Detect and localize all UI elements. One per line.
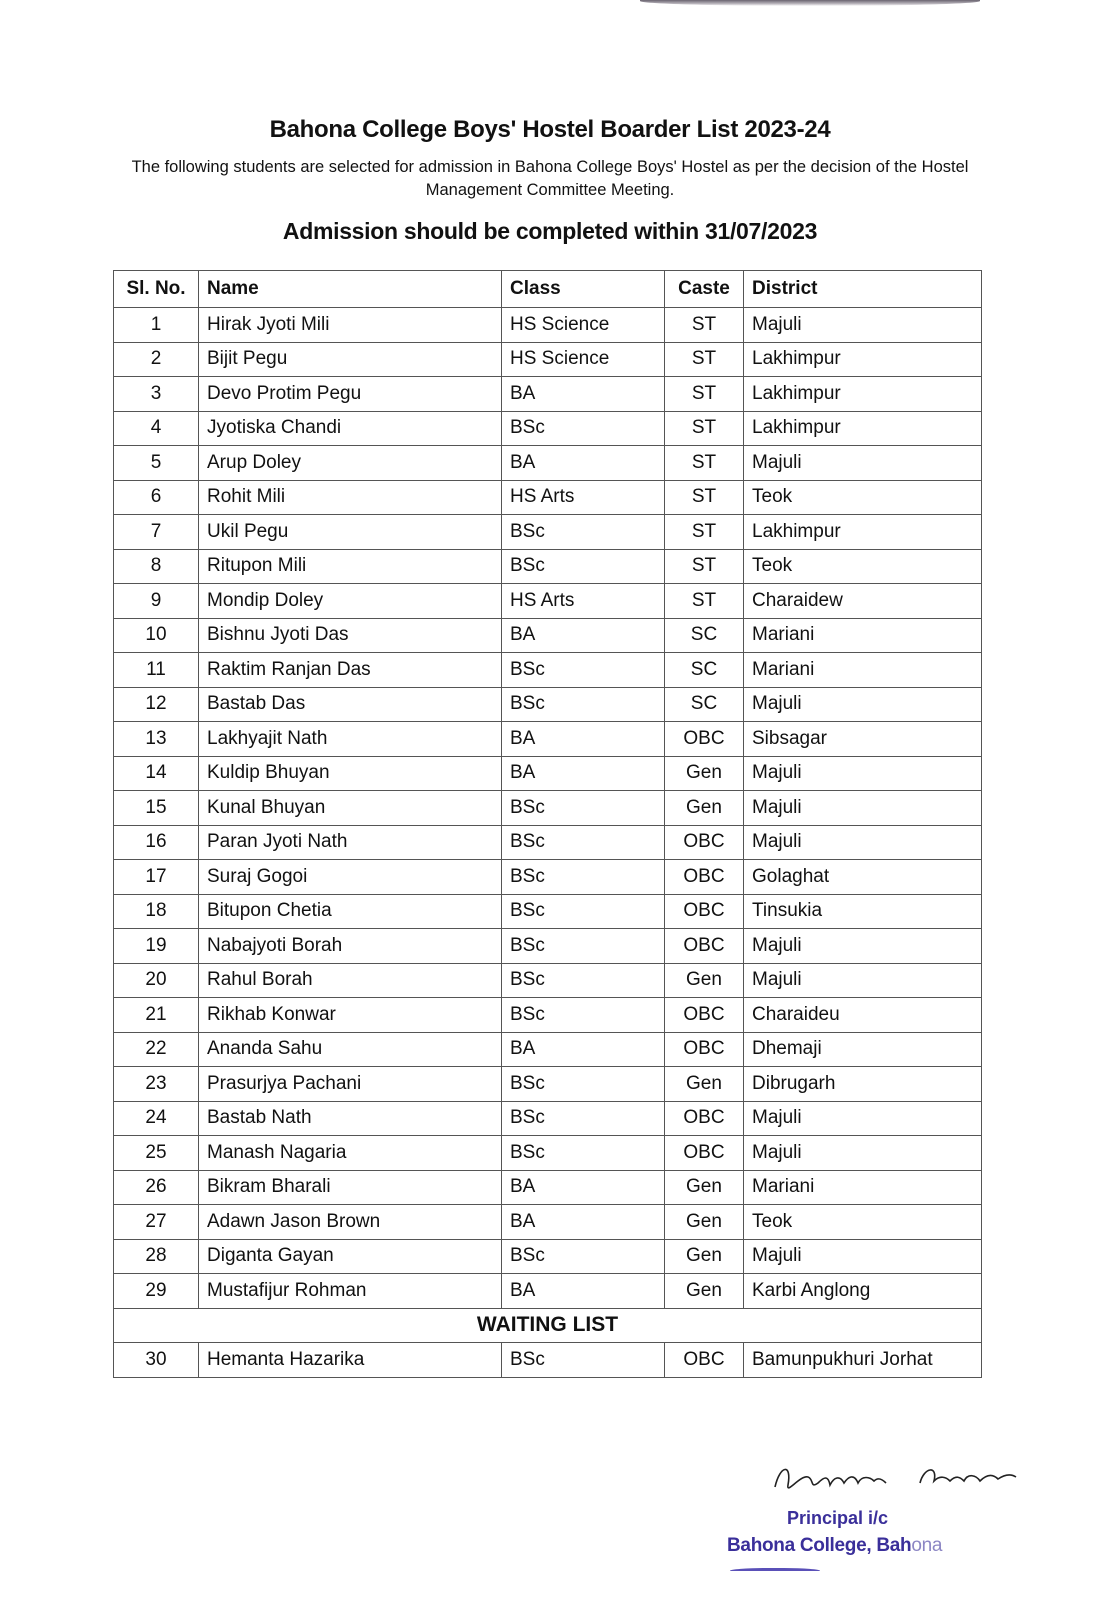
table-row (114, 377, 982, 412)
cell-sl-no: 12 (114, 687, 199, 722)
cell-class: BSc (502, 998, 665, 1033)
cell-caste: SC (665, 653, 744, 688)
cell-district: Majuli (744, 1239, 982, 1274)
cell-caste: ST (665, 584, 744, 619)
cell-district: Sibsagar (744, 722, 982, 757)
cell-district: Mariani (744, 618, 982, 653)
table-row (114, 687, 982, 722)
table-row (114, 618, 982, 653)
cell-name: Hemanta Hazarika (199, 1343, 502, 1378)
table-row (114, 1274, 982, 1309)
cell-sl-no: 19 (114, 929, 199, 964)
cell-name: Ananda Sahu (199, 1032, 502, 1067)
table-row (114, 1067, 982, 1102)
cell-district: Majuli (744, 963, 982, 998)
cell-class: BA (502, 1032, 665, 1067)
cell-class: BA (502, 618, 665, 653)
cell-caste: Gen (665, 756, 744, 791)
cell-sl-no: 26 (114, 1170, 199, 1205)
cell-sl-no: 16 (114, 825, 199, 860)
cell-district: Mariani (744, 653, 982, 688)
cell-name: Ukil Pegu (199, 515, 502, 550)
cell-class: BA (502, 446, 665, 481)
cell-caste: ST (665, 342, 744, 377)
stamp-principal-title: Principal i/c (787, 1508, 889, 1528)
table-row (114, 1032, 982, 1067)
cell-district: Teok (744, 480, 982, 515)
cell-name: Manash Nagaria (199, 1136, 502, 1171)
cell-name: Mustafijur Rohman (199, 1274, 502, 1309)
cell-class: BSc (502, 1136, 665, 1171)
cell-caste: OBC (665, 1101, 744, 1136)
cell-name: Hirak Jyoti Mili (199, 308, 502, 343)
table-row (114, 1136, 982, 1171)
table-row (114, 342, 982, 377)
cell-sl-no: 5 (114, 446, 199, 481)
cell-district: Charaideu (744, 998, 982, 1033)
cell-class: BSc (502, 1067, 665, 1102)
cell-district: Majuli (744, 446, 982, 481)
cell-name: Prasurjya Pachani (199, 1067, 502, 1102)
cell-caste: OBC (665, 1343, 744, 1378)
cell-district: Mariani (744, 1170, 982, 1205)
header-district: District (744, 271, 982, 308)
cell-caste: Gen (665, 1205, 744, 1240)
table-row (114, 1101, 982, 1136)
cell-class: BA (502, 1205, 665, 1240)
cell-name: Paran Jyoti Nath (199, 825, 502, 860)
cell-district: Tinsukia (744, 894, 982, 929)
cell-name: Rikhab Konwar (199, 998, 502, 1033)
cell-sl-no: 28 (114, 1239, 199, 1274)
waiting-list-label: WAITING LIST (114, 1308, 982, 1343)
cell-name: Kunal Bhuyan (199, 791, 502, 826)
cell-sl-no: 1 (114, 308, 199, 343)
table-row (114, 446, 982, 481)
cell-caste: OBC (665, 998, 744, 1033)
table-row (114, 1239, 982, 1274)
cell-caste: OBC (665, 825, 744, 860)
cell-caste: Gen (665, 1274, 744, 1309)
table-row (114, 894, 982, 929)
cell-name: Bikram Bharali (199, 1170, 502, 1205)
cell-caste: ST (665, 480, 744, 515)
cell-name: Jyotiska Chandi (199, 411, 502, 446)
cell-caste: OBC (665, 929, 744, 964)
cell-sl-no: 9 (114, 584, 199, 619)
table-row (114, 860, 982, 895)
cell-caste: Gen (665, 791, 744, 826)
cell-district: Karbi Anglong (744, 1274, 982, 1309)
cell-district: Teok (744, 549, 982, 584)
cell-sl-no: 30 (114, 1343, 199, 1378)
cell-name: Kuldip Bhuyan (199, 756, 502, 791)
cell-sl-no: 17 (114, 860, 199, 895)
cell-sl-no: 8 (114, 549, 199, 584)
cell-name: Rohit Mili (199, 480, 502, 515)
header-name: Name (199, 271, 502, 308)
cell-class: BA (502, 756, 665, 791)
cell-caste: Gen (665, 963, 744, 998)
cell-name: Diganta Gayan (199, 1239, 502, 1274)
table-row (114, 791, 982, 826)
cell-class: BA (502, 1274, 665, 1309)
table-row (114, 756, 982, 791)
waiting-list-section (114, 1308, 982, 1377)
table-row (114, 998, 982, 1033)
cell-district: Charaidew (744, 584, 982, 619)
cell-district: Majuli (744, 825, 982, 860)
cell-sl-no: 7 (114, 515, 199, 550)
cell-caste: OBC (665, 860, 744, 895)
cell-district: Majuli (744, 929, 982, 964)
cell-class: BSc (502, 653, 665, 688)
table-row (114, 722, 982, 757)
cell-name: Bastab Das (199, 687, 502, 722)
cell-caste: SC (665, 687, 744, 722)
cell-class: BSc (502, 515, 665, 550)
cell-sl-no: 4 (114, 411, 199, 446)
table-row (114, 1343, 982, 1378)
cell-sl-no: 3 (114, 377, 199, 412)
table-row (114, 411, 982, 446)
stamp-college-faded-text: ona (911, 1535, 943, 1556)
cell-class: BSc (502, 1343, 665, 1378)
table-row (114, 653, 982, 688)
table-row (114, 1170, 982, 1205)
cell-name: Rahul Borah (199, 963, 502, 998)
cell-caste: SC (665, 618, 744, 653)
cell-class: HS Science (502, 308, 665, 343)
header-class: Class (502, 271, 665, 308)
header-sl-no: Sl. No. (114, 271, 199, 308)
cell-class: BSc (502, 929, 665, 964)
cell-sl-no: 15 (114, 791, 199, 826)
table-row (114, 929, 982, 964)
cell-name: Adawn Jason Brown (199, 1205, 502, 1240)
boarder-table (113, 270, 982, 1378)
cell-sl-no: 29 (114, 1274, 199, 1309)
cell-class: BA (502, 1170, 665, 1205)
cell-class: BSc (502, 894, 665, 929)
cell-caste: ST (665, 549, 744, 584)
cell-name: Devo Protim Pegu (199, 377, 502, 412)
cell-district: Majuli (744, 687, 982, 722)
cell-caste: ST (665, 446, 744, 481)
cell-class: BSc (502, 1101, 665, 1136)
cell-sl-no: 14 (114, 756, 199, 791)
cell-name: Suraj Gogoi (199, 860, 502, 895)
cell-district: Majuli (744, 1101, 982, 1136)
cell-district: Golaghat (744, 860, 982, 895)
boarder-rows (114, 308, 982, 1309)
table-row (114, 825, 982, 860)
cell-class: BSc (502, 791, 665, 826)
table-row (114, 480, 982, 515)
cell-caste: OBC (665, 722, 744, 757)
scan-edge-shadow (640, 0, 980, 6)
cell-name: Bastab Nath (199, 1101, 502, 1136)
cell-name: Bishnu Jyoti Das (199, 618, 502, 653)
admission-deadline: Admission should be completed within 31/07/2023 (282, 218, 818, 244)
cell-district: Dhemaji (744, 1032, 982, 1067)
cell-name: Raktim Ranjan Das (199, 653, 502, 688)
cell-class: BSc (502, 963, 665, 998)
cell-caste: ST (665, 411, 744, 446)
cell-sl-no: 13 (114, 722, 199, 757)
cell-name: Arup Doley (199, 446, 502, 481)
table-row (114, 549, 982, 584)
cell-name: Nabajyoti Borah (199, 929, 502, 964)
cell-district: Teok (744, 1205, 982, 1240)
cell-district: Lakhimpur (744, 342, 982, 377)
cell-district: Majuli (744, 756, 982, 791)
cell-class: BSc (502, 687, 665, 722)
table-row (114, 963, 982, 998)
cell-caste: OBC (665, 1136, 744, 1171)
cell-sl-no: 21 (114, 998, 199, 1033)
cell-caste: Gen (665, 1067, 744, 1102)
cell-caste: ST (665, 377, 744, 412)
cell-district: Majuli (744, 1136, 982, 1171)
cell-sl-no: 23 (114, 1067, 199, 1102)
principal-signature (770, 1455, 1030, 1505)
cell-caste: ST (665, 308, 744, 343)
table-row (114, 584, 982, 619)
cell-district: Bamunpukhuri Jorhat (744, 1343, 982, 1378)
cell-district: Dibrugarh (744, 1067, 982, 1102)
cell-class: BSc (502, 1239, 665, 1274)
table-header-row (114, 271, 982, 308)
waiting-list-header-row (114, 1308, 982, 1343)
cell-class: BSc (502, 549, 665, 584)
cell-sl-no: 20 (114, 963, 199, 998)
cell-sl-no: 27 (114, 1205, 199, 1240)
cell-district: Majuli (744, 308, 982, 343)
cell-caste: Gen (665, 1170, 744, 1205)
cell-district: Lakhimpur (744, 377, 982, 412)
cell-sl-no: 11 (114, 653, 199, 688)
stamp-underline (730, 1568, 820, 1575)
cell-district: Lakhimpur (744, 411, 982, 446)
cell-name: Ritupon Mili (199, 549, 502, 584)
cell-sl-no: 6 (114, 480, 199, 515)
table-row (114, 515, 982, 550)
cell-caste: OBC (665, 894, 744, 929)
cell-sl-no: 10 (114, 618, 199, 653)
table-row (114, 308, 982, 343)
cell-district: Majuli (744, 791, 982, 826)
table-row (114, 1205, 982, 1240)
cell-class: HS Science (502, 342, 665, 377)
cell-name: Mondip Doley (199, 584, 502, 619)
cell-class: HS Arts (502, 480, 665, 515)
stamp-college-name (727, 1535, 942, 1557)
document-subtitle: The following students are selected for admission in Bahona College Boys' Hostel as per the decision of the Hostel Management Committee Meeting. (131, 158, 969, 199)
cell-caste: ST (665, 515, 744, 550)
cell-class: BA (502, 722, 665, 757)
cell-class: BA (502, 377, 665, 412)
header-caste: Caste (665, 271, 744, 308)
cell-name: Lakhyajit Nath (199, 722, 502, 757)
stamp-college-text: Bahona College, Bah (727, 1535, 912, 1556)
cell-sl-no: 2 (114, 342, 199, 377)
cell-class: BSc (502, 860, 665, 895)
cell-class: BSc (502, 825, 665, 860)
cell-class: BSc (502, 411, 665, 446)
cell-caste: Gen (665, 1239, 744, 1274)
cell-district: Lakhimpur (744, 515, 982, 550)
cell-sl-no: 24 (114, 1101, 199, 1136)
cell-class: HS Arts (502, 584, 665, 619)
cell-caste: OBC (665, 1032, 744, 1067)
cell-name: Bijit Pegu (199, 342, 502, 377)
cell-sl-no: 25 (114, 1136, 199, 1171)
cell-sl-no: 22 (114, 1032, 199, 1067)
document-title: Bahona College Boys' Hostel Boarder List 2023-24 (269, 116, 831, 143)
cell-sl-no: 18 (114, 894, 199, 929)
cell-name: Bitupon Chetia (199, 894, 502, 929)
